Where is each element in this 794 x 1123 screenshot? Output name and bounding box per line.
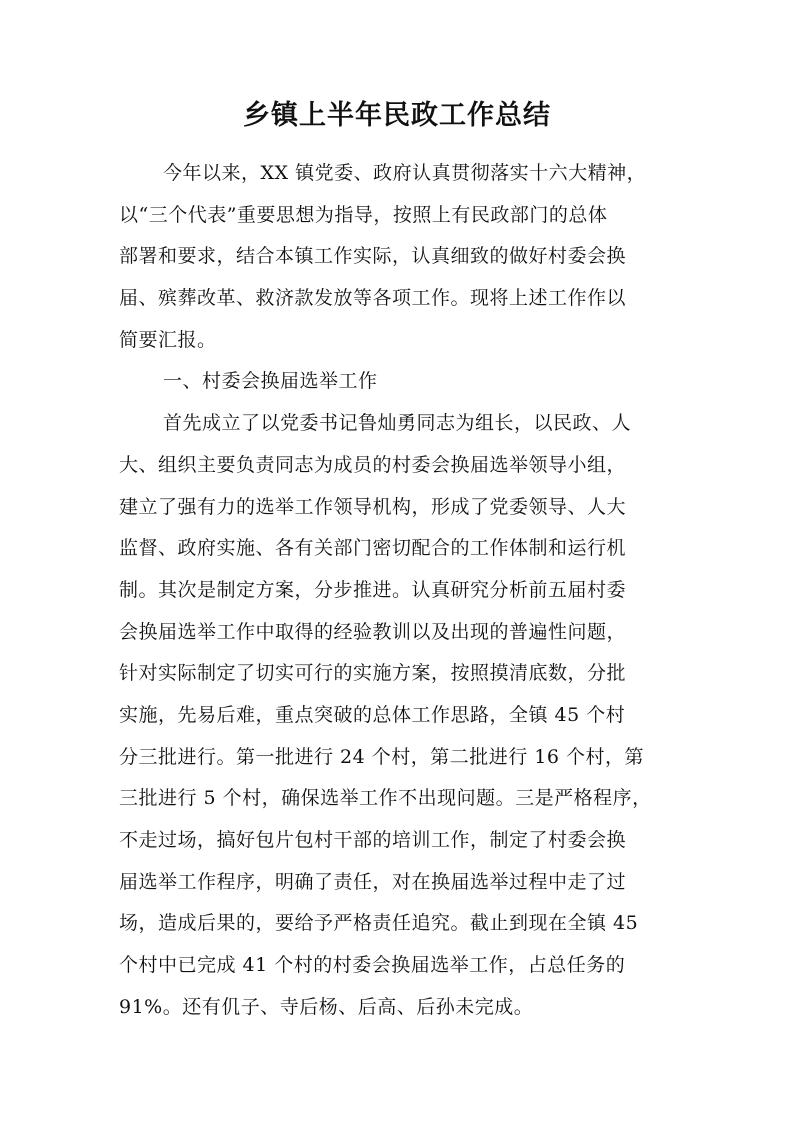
text-line: 简要汇报。 [119, 328, 217, 351]
text-line: 首先成立了以党委书记鲁灿勇同志为组长，以民政、人 [163, 412, 632, 435]
text-line: 针对实际制定了切实可行的实施方案，按照摸清底数，分批 [119, 662, 627, 685]
text-line: 届选举工作程序，明确了责任，对在换届选举过程中走了过 [119, 870, 627, 893]
text-line: 三批进行 5 个村，确保选举工作不出现问题。三是严格程序， [119, 787, 652, 810]
text-line: 场，造成后果的，要给予严格责任追究。截止到现在全镇 45 [119, 912, 639, 935]
section1-paragraph [119, 403, 679, 1028]
text-line: 大、组织主要负责同志为成员的村委会换届选举领导小组， [119, 453, 627, 476]
section-heading: 一、村委会换届选举工作 [163, 370, 378, 393]
text-line: 以“三个代表”重要思想为指导，按照上有民政部门的总体 [119, 203, 608, 226]
text-line: 不走过场，搞好包片包村干部的培训工作，制定了村委会换 [119, 829, 627, 851]
text-line: 个村中已完成 41 个村的村委会换届选举工作，占总任务的 [119, 954, 626, 977]
text-line: 部署和要求，结合本镇工作实际，认真细致的做好村委会换 [119, 245, 627, 268]
text-line: 监督、政府实施、各有关部门密切配合的工作体制和运行机 [119, 537, 627, 560]
text-line: 会换届选举工作中取得的经验教训以及出现的普遍性问题， [119, 620, 627, 643]
text-line: 91%。还有仉子、寺后杨、后高、后孙未完成。 [119, 995, 534, 1018]
text-line: 今年以来，XX 镇党委、政府认真贯彻落实十六大精神， [163, 162, 647, 184]
text-line: 建立了强有力的选举工作领导机构，形成了党委领导、人大 [119, 495, 627, 518]
intro-paragraph [119, 153, 679, 361]
text-line: 制。其次是制定方案，分步推进。认真研究分析前五届村委 [119, 578, 627, 601]
document-body [119, 153, 679, 1028]
document-title: 乡镇上半年民政工作总结 [243, 100, 551, 131]
text-line: 实施，先易后难，重点突破的总体工作思路，全镇 45 个村 [119, 703, 626, 726]
text-line: 分三批进行。第一批进行 24 个村，第二批进行 16 个村，第 [119, 745, 645, 768]
text-line: 届、殡葬改革、救济款发放等各项工作。现将上述工作作以 [119, 287, 627, 310]
